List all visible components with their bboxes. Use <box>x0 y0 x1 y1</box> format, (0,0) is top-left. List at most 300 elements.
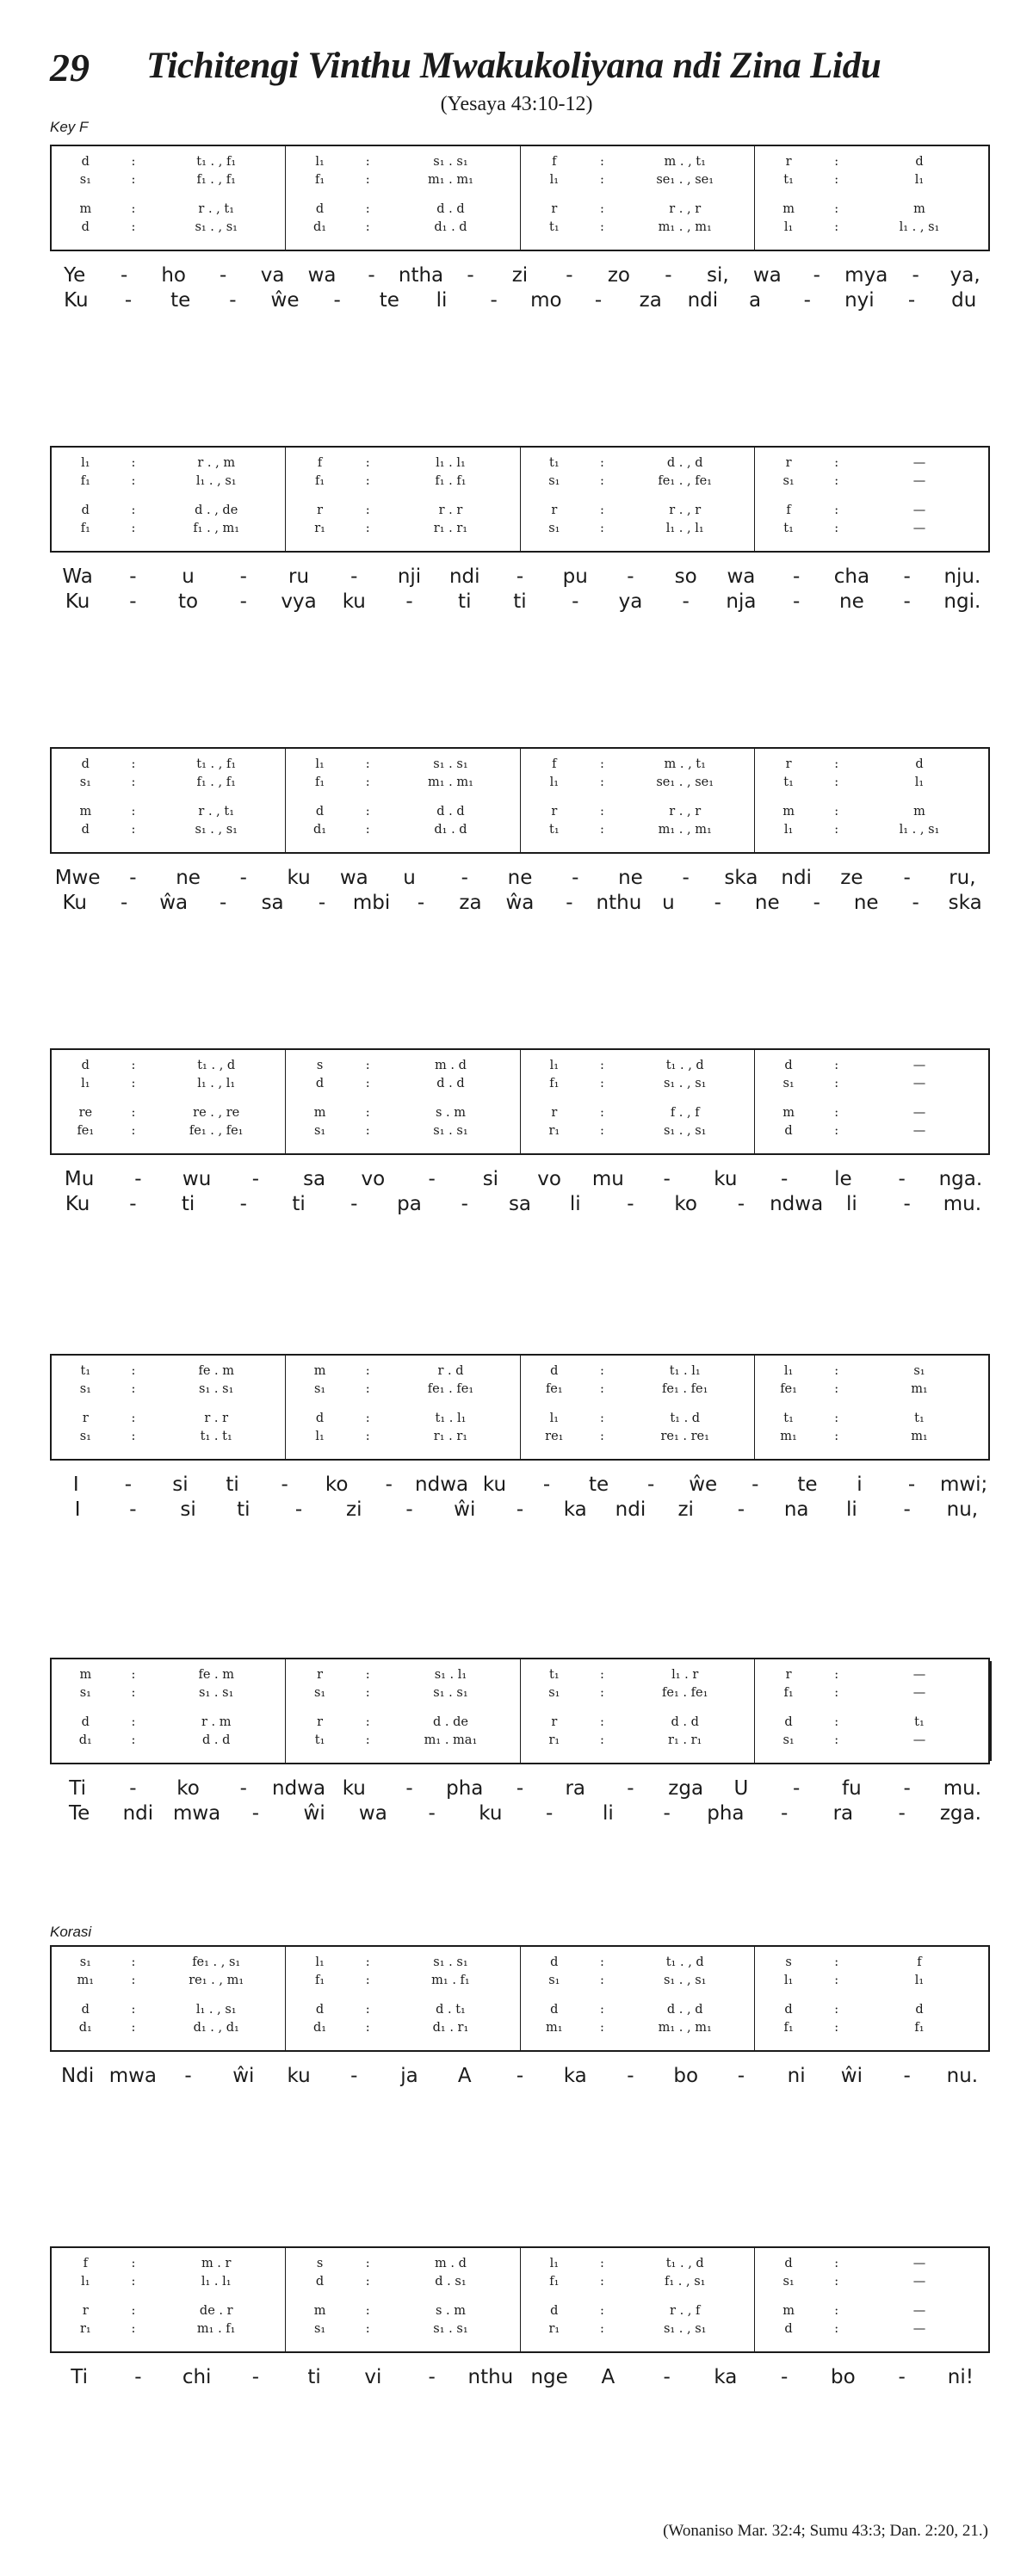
solfa-note: m <box>913 202 925 216</box>
solfa-note: l₁ <box>783 220 794 234</box>
syllable: Wa <box>62 565 93 588</box>
voice-line <box>521 153 754 170</box>
solfa-note: l₁ <box>81 1077 90 1090</box>
syllable: ni <box>787 2065 806 2087</box>
beat-separator: : <box>365 2003 370 2017</box>
solfa-note: t₁ <box>783 173 794 187</box>
syllable: vi <box>364 2366 382 2388</box>
solfa-note: s . m <box>435 1106 466 1120</box>
hyphen: - <box>428 1168 436 1190</box>
beat-separator: : <box>599 1974 604 1987</box>
hyphen: - <box>318 892 326 914</box>
hyphen: - <box>229 289 237 312</box>
solfa-note: — <box>912 474 926 488</box>
lyric-line <box>50 1473 990 1498</box>
solfa-note: s₁ . s₁ <box>433 2322 468 2336</box>
voice-line <box>286 2001 519 2018</box>
solfa-note: l₁ . , s₁ <box>195 474 237 488</box>
beat-separator: : <box>599 2304 604 2318</box>
beat-separator: : <box>599 2322 604 2336</box>
solfa-staff <box>50 1048 990 1155</box>
solfa-note: m . , t₁ <box>664 155 706 169</box>
beat-separator: : <box>365 1364 370 1378</box>
beat-separator: : <box>834 474 839 488</box>
voice-line <box>521 1714 754 1731</box>
syllable: ŵa <box>505 892 535 914</box>
beat-separator: : <box>834 1668 839 1682</box>
solfa-note: s₁ . , s₁ <box>195 823 238 837</box>
voice-line <box>286 171 519 188</box>
hyphen: - <box>405 1777 413 1800</box>
beat-separator: : <box>131 757 136 771</box>
voice-line <box>755 756 988 773</box>
beat-separator: : <box>834 2275 839 2289</box>
solfa-note: fe₁ <box>545 1382 563 1396</box>
syllable: ndi <box>122 1802 154 1825</box>
syllable: nthu <box>467 2366 514 2388</box>
beat-separator: : <box>834 1364 839 1378</box>
measure <box>52 146 286 250</box>
solfa-note: — <box>912 1733 926 1747</box>
solfa-note: d₁ <box>313 823 327 837</box>
solfa-note: s₁ . s₁ <box>433 1686 468 1700</box>
scripture-reference: (Yesaya 43:10-12) <box>440 93 593 115</box>
solfa-note: — <box>912 1077 926 1090</box>
solfa-note: m <box>913 805 925 819</box>
beat-separator: : <box>131 1430 136 1443</box>
syllable: I <box>72 1473 79 1496</box>
hyphen: - <box>516 565 524 588</box>
syllable: pha <box>707 1802 745 1825</box>
voice-line <box>755 1122 988 1140</box>
solfa-note: m . r <box>201 2257 232 2270</box>
measure <box>286 1050 520 1153</box>
hymn-number: 29 <box>50 46 90 90</box>
beat-separator: : <box>834 1955 839 1969</box>
voice-line <box>286 803 519 820</box>
measure <box>286 749 520 852</box>
syllable: si, <box>706 264 729 287</box>
solfa-note: s₁ . l₁ <box>434 1668 467 1682</box>
syllable: li <box>569 1193 581 1215</box>
solfa-note: d <box>315 1412 325 1425</box>
voice-line <box>755 2320 988 2338</box>
solfa-note: — <box>912 456 926 470</box>
solfa-note: l₁ . , s₁ <box>195 2003 237 2017</box>
measure <box>755 1356 988 1459</box>
beat-separator: : <box>599 1382 604 1396</box>
syllable: ne <box>839 590 864 613</box>
solfa-note: f₁ <box>549 2275 560 2289</box>
solfa-note: l₁ <box>549 775 560 789</box>
solfa-note: d₁ <box>78 2021 92 2035</box>
beat-separator: : <box>599 1106 604 1120</box>
syllable: ho <box>161 264 186 287</box>
voice-line <box>521 1666 754 1683</box>
syllable: wa <box>358 1802 387 1825</box>
syllable: ŵi <box>454 1498 476 1521</box>
solfa-staff <box>50 145 990 251</box>
syllable: ngi. <box>943 590 981 613</box>
solfa-note: f₁ . , s₁ <box>664 2275 706 2289</box>
solfa-note: fe . m <box>198 1364 234 1378</box>
solfa-staff <box>50 747 990 854</box>
solfa-note: s₁ <box>79 173 91 187</box>
solfa-note: m₁ . ma₁ <box>424 1733 478 1747</box>
measure <box>52 1050 286 1153</box>
hyphen: - <box>682 867 690 889</box>
syllable: ti <box>181 1193 195 1215</box>
voice-line <box>286 1057 519 1074</box>
syllable: pha <box>446 1777 484 1800</box>
hyphen: - <box>903 590 911 613</box>
solfa-note: r <box>317 503 324 517</box>
beat-separator: : <box>365 2257 370 2270</box>
solfa-note: f <box>552 757 557 771</box>
lyrics <box>50 1167 990 1217</box>
voice-line <box>521 171 754 188</box>
measure <box>755 2248 988 2351</box>
syllable: ska <box>724 867 758 889</box>
syllable: i <box>857 1473 863 1496</box>
syllable: zga. <box>939 1802 981 1825</box>
solfa-note: s₁ <box>548 474 560 488</box>
measure <box>521 749 755 852</box>
solfa-note: — <box>912 1686 926 1700</box>
measure <box>286 2248 520 2351</box>
syllable: ska <box>948 892 982 914</box>
voice-line <box>286 1666 519 1683</box>
voice-line <box>521 219 754 236</box>
solfa-note: d . d <box>436 1077 465 1090</box>
solfa-note: r₁ <box>548 2322 560 2336</box>
cross-references: (Wonaniso Mar. 32:4; Sumu 43:3; Dan. 2:20, 21.) <box>663 2522 988 2540</box>
hyphen: - <box>627 565 634 588</box>
syllable: Ti <box>71 2366 88 2388</box>
syllable: mwa <box>172 1802 221 1825</box>
measure <box>521 1356 755 1459</box>
voice-line <box>755 1428 988 1445</box>
hyphen: - <box>428 2366 436 2388</box>
beat-separator: : <box>599 2275 604 2289</box>
measure <box>286 1356 520 1459</box>
solfa-note: d . , de <box>195 503 238 517</box>
syllable: mu. <box>943 1193 982 1215</box>
voice-line <box>52 1122 285 1140</box>
voice-line <box>521 1410 754 1427</box>
hymn-title: Tichitengi Vinthu Mwakukoliyana ndi Zina Lidu <box>146 46 881 86</box>
syllable: si <box>482 1168 499 1190</box>
hyphen: - <box>912 264 919 287</box>
solfa-note: r <box>785 456 792 470</box>
beat-separator: : <box>834 2257 839 2270</box>
solfa-note: f <box>317 456 323 470</box>
beat-separator: : <box>834 757 839 771</box>
hyphen: - <box>333 289 341 312</box>
syllable: ku <box>342 1777 366 1800</box>
syllable: so <box>674 565 697 588</box>
hyphen: - <box>350 565 358 588</box>
solfa-note: r <box>551 805 558 819</box>
measure <box>52 1356 286 1459</box>
hyphen: - <box>129 1193 137 1215</box>
hyphen: - <box>903 1777 911 1800</box>
solfa-note: t₁ . , f₁ <box>196 757 237 771</box>
beat-separator: : <box>131 1974 136 1987</box>
beat-separator: : <box>131 155 136 169</box>
voice-line <box>286 1954 519 1971</box>
solfa-note: s₁ . s₁ <box>433 1955 468 1969</box>
measure <box>755 146 988 250</box>
beat-separator: : <box>365 1715 370 1729</box>
hyphen: - <box>129 1777 137 1800</box>
syllable: u <box>182 565 195 588</box>
syllable: ndi <box>781 867 812 889</box>
solfa-note: fe₁ . fe₁ <box>662 1686 708 1700</box>
syllable: Ti <box>69 1777 86 1800</box>
beat-separator: : <box>834 805 839 819</box>
voice-line <box>52 2255 285 2272</box>
music-system <box>50 1048 990 1217</box>
voice-line <box>52 1954 285 1971</box>
voice-line <box>52 2302 285 2320</box>
syllable: nu. <box>946 2065 979 2087</box>
beat-separator: : <box>599 1955 604 1969</box>
syllable: za <box>639 289 662 312</box>
beat-separator: : <box>131 1124 136 1138</box>
voice-line <box>521 1104 754 1121</box>
lyrics <box>50 565 990 615</box>
voice-line <box>755 803 988 820</box>
solfa-note: t₁ . l₁ <box>669 1364 701 1378</box>
syllable: ŵa <box>159 892 189 914</box>
solfa-note: d <box>915 155 924 169</box>
hyphen: - <box>129 565 137 588</box>
beat-separator: : <box>365 1059 370 1072</box>
solfa-note: d . , d <box>666 2003 703 2017</box>
voice-line <box>52 774 285 791</box>
hyphen: - <box>417 892 425 914</box>
solfa-note: d <box>81 823 90 837</box>
syllable: sa <box>508 1193 532 1215</box>
solfa-note: f <box>786 503 791 517</box>
voice-line <box>286 1732 519 1749</box>
syllable: ko <box>176 1777 200 1800</box>
solfa-note: f₁ . , f₁ <box>196 173 236 187</box>
hyphen: - <box>461 1193 468 1215</box>
solfa-note: l₁ <box>914 1974 925 1987</box>
syllable: Ku <box>65 590 90 613</box>
syllable: nyi <box>844 289 875 312</box>
measure <box>52 749 286 852</box>
beat-separator: : <box>599 173 604 187</box>
syllable: U <box>733 1777 749 1800</box>
voice-line <box>521 2273 754 2290</box>
solfa-note: m <box>313 1364 326 1378</box>
hyphen: - <box>793 1777 801 1800</box>
beat-separator: : <box>365 805 370 819</box>
beat-separator: : <box>834 2021 839 2035</box>
hyphen: - <box>912 892 919 914</box>
solfa-note: f <box>552 155 557 169</box>
hymn-header <box>50 41 997 96</box>
solfa-note: s₁ <box>313 2322 326 2336</box>
solfa-note: m <box>782 202 795 216</box>
voice-line <box>52 2001 285 2018</box>
hyphen: - <box>350 1193 358 1215</box>
voice-line <box>52 1362 285 1380</box>
voice-line <box>52 2320 285 2338</box>
solfa-staff <box>50 1658 990 1764</box>
beat-separator: : <box>365 2304 370 2318</box>
hyphen: - <box>903 2065 911 2087</box>
lyric-line <box>50 1167 990 1192</box>
hyphen: - <box>813 892 820 914</box>
hyphen: - <box>663 1802 671 1825</box>
solfa-note: s₁ <box>782 1077 795 1090</box>
hyphen: - <box>428 1802 436 1825</box>
voice-line <box>521 1732 754 1749</box>
voice-line <box>755 1714 988 1731</box>
music-system <box>50 145 990 313</box>
solfa-note: t₁ . , f₁ <box>196 155 237 169</box>
beat-separator: : <box>599 2021 604 2035</box>
solfa-note: f₁ <box>314 1974 325 1987</box>
beat-separator: : <box>131 1715 136 1729</box>
solfa-staff <box>50 1945 990 2052</box>
voice-line <box>286 502 519 519</box>
syllable: Mu <box>64 1168 95 1190</box>
beat-separator: : <box>365 1124 370 1138</box>
solfa-note: d <box>784 2322 793 2336</box>
solfa-note: m₁ <box>546 2021 563 2035</box>
voice-line <box>521 2001 754 2018</box>
syllable: sa <box>261 892 284 914</box>
voice-line <box>52 1714 285 1731</box>
beat-separator: : <box>131 1077 136 1090</box>
hyphen: - <box>129 867 137 889</box>
syllable: li <box>436 289 448 312</box>
syllable: ru <box>288 565 310 588</box>
solfa-note: s <box>316 2257 324 2270</box>
voice-line <box>286 1972 519 1989</box>
voice-line <box>755 1972 988 1989</box>
syllable: ne <box>176 867 201 889</box>
solfa-note: f₁ <box>549 1077 560 1090</box>
syllable: I <box>74 1498 81 1521</box>
voice-line <box>52 1684 285 1702</box>
beat-separator: : <box>365 775 370 789</box>
beat-separator: : <box>365 1106 370 1120</box>
voice-line <box>286 454 519 472</box>
syllable: A <box>601 2366 615 2388</box>
hyphen: - <box>405 590 413 613</box>
lyric-line <box>50 891 990 916</box>
solfa-note: t₁ <box>549 456 560 470</box>
hyphen: - <box>572 867 579 889</box>
hyphen: - <box>627 2065 634 2087</box>
voice-line <box>286 1104 519 1121</box>
hyphen: - <box>627 1193 634 1215</box>
hyphen: - <box>898 1802 906 1825</box>
hyphen: - <box>793 590 801 613</box>
hyphen: - <box>219 892 227 914</box>
hyphen: - <box>219 264 227 287</box>
solfa-note: l₁ . r <box>671 1668 699 1682</box>
syllable: ndwa <box>770 1193 824 1215</box>
beat-separator: : <box>365 1412 370 1425</box>
solfa-note: d <box>315 1077 325 1090</box>
solfa-note: l₁ . , s₁ <box>899 220 940 234</box>
syllable: nu, <box>946 1498 979 1521</box>
solfa-note: t₁ . , d <box>665 1955 704 1969</box>
syllable: ko <box>325 1473 349 1496</box>
solfa-note: t₁ <box>549 823 560 837</box>
voice-line <box>286 774 519 791</box>
lyric-line <box>50 565 990 590</box>
hyphen: - <box>898 2366 906 2388</box>
hyphen: - <box>516 1498 524 1521</box>
solfa-note: r . r <box>438 503 463 517</box>
voice-line <box>755 1075 988 1092</box>
syllable: ndi <box>615 1498 646 1521</box>
beat-separator: : <box>131 1733 136 1747</box>
beat-separator: : <box>365 202 370 216</box>
beat-separator: : <box>131 1686 136 1700</box>
voice-line <box>755 2302 988 2320</box>
solfa-note: r <box>785 757 792 771</box>
solfa-note: r₁ <box>314 522 325 535</box>
solfa-note: fe₁ <box>780 1382 797 1396</box>
measure <box>521 1050 755 1153</box>
syllable: li <box>846 1193 857 1215</box>
solfa-note: s₁ . , s₁ <box>663 1974 707 1987</box>
syllable: mo <box>530 289 562 312</box>
solfa-note: d <box>550 1364 559 1378</box>
hyphen: - <box>665 264 672 287</box>
hyphen: - <box>780 2366 789 2388</box>
voice-line <box>521 1122 754 1140</box>
solfa-note: m <box>313 2304 326 2318</box>
syllable: ra <box>832 1802 854 1825</box>
voice-line <box>755 2019 988 2036</box>
beat-separator: : <box>131 805 136 819</box>
syllable: mwa <box>108 2065 157 2087</box>
solfa-note: re <box>78 1106 93 1120</box>
beat-separator: : <box>834 1412 839 1425</box>
solfa-note: f₁ . , m₁ <box>193 522 240 535</box>
solfa-note: l₁ <box>315 155 325 169</box>
solfa-note: m₁ . m₁ <box>427 173 473 187</box>
beat-separator: : <box>365 757 370 771</box>
syllable: ka <box>714 2366 738 2388</box>
voice-line <box>52 1057 285 1074</box>
solfa-note: t₁ <box>80 1364 91 1378</box>
solfa-note: d₁ . d <box>434 220 467 234</box>
syllable: li <box>846 1498 857 1521</box>
solfa-note: s₁ <box>79 775 91 789</box>
voice-line <box>52 1666 285 1683</box>
solfa-note: t₁ <box>914 1715 925 1729</box>
hyphen: - <box>903 565 911 588</box>
syllable: nthu <box>596 892 642 914</box>
voice-line <box>286 1075 519 1092</box>
solfa-note: l₁ <box>549 173 560 187</box>
syllable: ja <box>400 2065 418 2087</box>
solfa-note: r <box>551 1106 558 1120</box>
voice-line <box>52 201 285 218</box>
solfa-note: r . , r <box>669 202 702 216</box>
